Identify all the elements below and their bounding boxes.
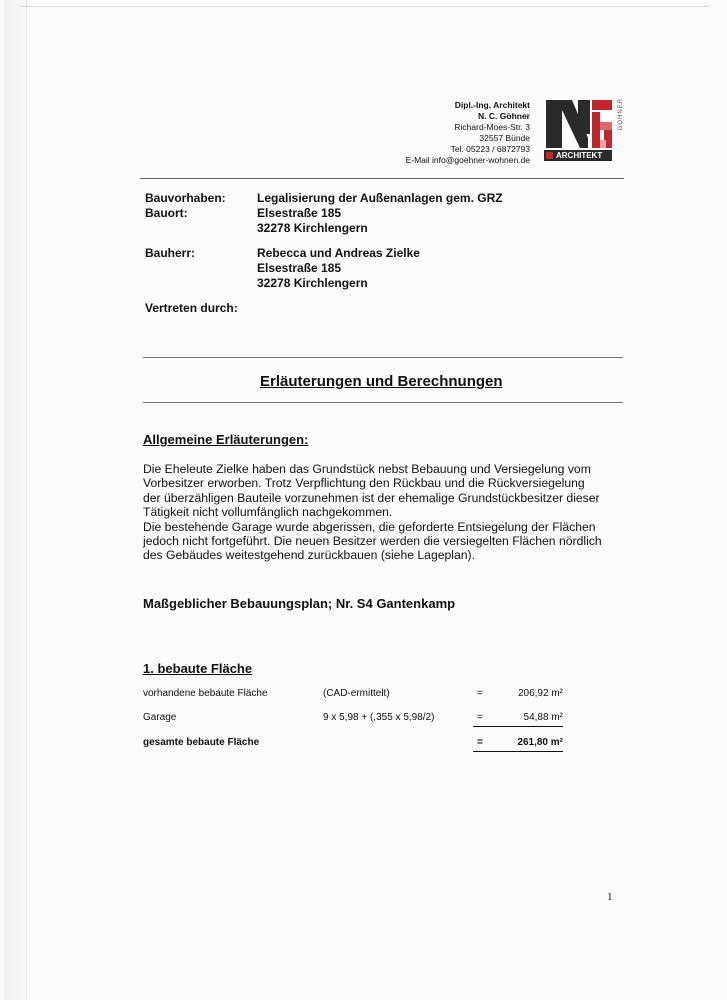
- logo-vertical-label: GÖHNER: [618, 98, 624, 131]
- calc-total-equals: =: [477, 737, 483, 748]
- general-line: Vorbesitzer erworben. Trotz Verpflichtung den Rückbau und die Rückversiegelung: [143, 476, 585, 491]
- calc-label: Garage: [143, 712, 177, 723]
- general-paragraph: [143, 462, 623, 563]
- calc-underline: [473, 726, 563, 727]
- bauort-label: Bauort:: [145, 206, 188, 220]
- bauvorhaben-value: Legalisierung der Außenanlagen gem. GRZ: [257, 191, 503, 205]
- title-rule-bottom: [143, 402, 623, 403]
- bauherr-city: 32278 Kirchlengern: [257, 276, 368, 290]
- calc-total-value: 261,80 m²: [517, 737, 563, 748]
- title-rule-top: [143, 357, 623, 358]
- calc-value: 54,88 m²: [523, 712, 563, 723]
- general-line: Die Eheleute Zielke haben das Grundstück nebst Bebauung und Versiegelung vom: [143, 462, 591, 476]
- plan-heading: Maßgeblicher Bebauungsplan; Nr. S4 Gantenkamp: [143, 596, 456, 611]
- letterhead-phone: Tel. 05223 / 6872793: [450, 144, 530, 154]
- header-rule: [140, 178, 624, 179]
- section1-heading: 1. bebaute Fläche: [143, 661, 253, 676]
- letterhead-address: [380, 100, 530, 166]
- calc-equals: =: [477, 712, 483, 723]
- calc-label: vorhandene bebaute Fläche: [143, 688, 268, 699]
- general-heading: Allgemeine Erläuterungen:: [143, 432, 309, 447]
- bauort-city: 32278 Kirchlengern: [257, 221, 368, 235]
- calc-total-label: gesamte bebaute Fläche: [143, 737, 260, 748]
- logo-wordmark: [544, 150, 612, 161]
- page-number: 1: [607, 891, 613, 903]
- bauherr-label: Bauherr:: [145, 246, 196, 260]
- letterhead-name: N. C. Göhner: [478, 111, 530, 121]
- bauherr-name: Rebecca und Andreas Zielke: [257, 246, 420, 260]
- logo-vertical-text: [618, 98, 626, 130]
- bauherr-values: [257, 246, 420, 291]
- calc-row: [143, 688, 563, 704]
- letterhead-email: E-Mail info@goehner-wohnen.de: [405, 155, 530, 165]
- general-line: der überzähligen Bauteile vorzunehmen ist der ehemalige Grundstückbesitzer dieser: [143, 490, 600, 505]
- vertreten-label: Vertreten durch:: [145, 301, 238, 315]
- general-line: Die bestehende Garage wurde abgerissen, die geforderte Entsiegelung der Flächen: [143, 519, 596, 534]
- letterhead-street: Richard-Moes-Str. 3: [454, 122, 530, 132]
- general-line: Tätigkeit nicht vollumfänglich nachgekommen.: [143, 505, 393, 520]
- logo-text: ARCHITEKT: [556, 151, 603, 160]
- calc-equals: =: [477, 688, 483, 699]
- calc-method: 9 x 5,98 + (,355 x 5,98/2): [323, 712, 435, 723]
- bauvorhaben-label: Bauvorhaben:: [145, 191, 226, 205]
- calc-total-underline: [473, 751, 563, 752]
- bauvorhaben-values: [257, 191, 503, 236]
- calc-method: (CAD-ermittelt): [323, 688, 390, 699]
- scan-edge: [4, 0, 27, 1000]
- letterhead-title: Dipl.-Ing. Architekt: [454, 100, 530, 110]
- logo-red-square: [546, 152, 553, 159]
- general-line: jedoch nicht fortgeführt. Die neuen Besitzer werden die versiegelten Flächen nördlich: [143, 534, 602, 549]
- scan-top-line: [20, 6, 710, 7]
- letterhead-city: 32557 Bünde: [479, 133, 530, 143]
- bauvorhaben-labels: [145, 191, 226, 221]
- bauort-street: Elsestraße 185: [257, 206, 342, 220]
- bauherr-street: Elsestraße 185: [257, 261, 342, 275]
- calc-value: 206,92 m²: [517, 688, 563, 699]
- general-line: des Gebäudes weitestgehend zurückbauen (siehe Lageplan).: [143, 548, 476, 563]
- main-title: Erläuterungen und Berechnungen: [260, 373, 503, 390]
